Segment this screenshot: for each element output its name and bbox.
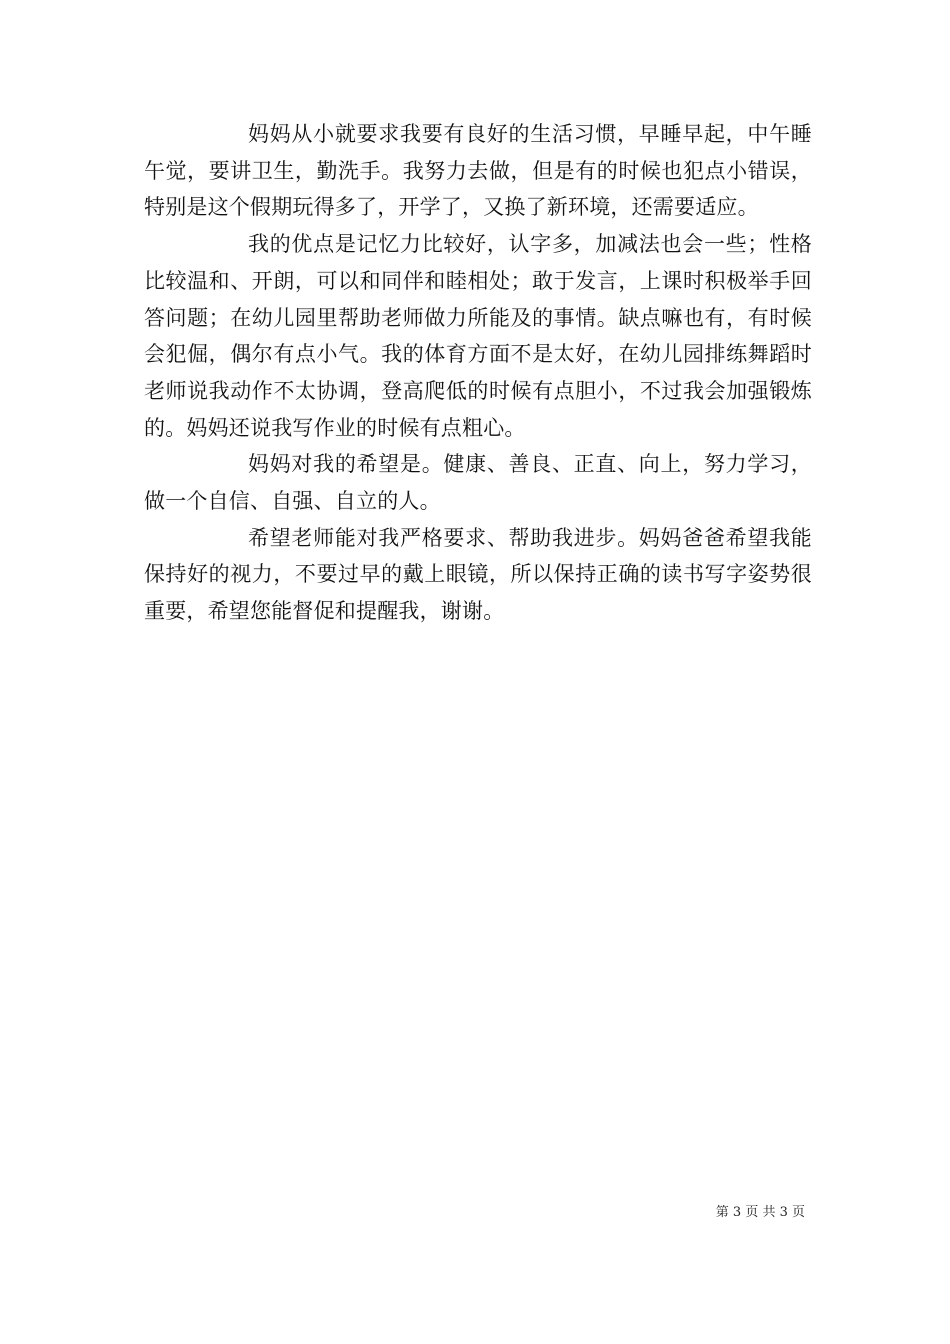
paragraph-habits: 妈妈从小就要求我要有良好的生活习惯，早睡早起，中午睡午觉，要讲卫生，勤洗手。我努力去做，但是有的时候也犯点小错误，特别是这个假期玩得多了，开学了，又换了新环境，还需要适应。 xyxy=(144,122,812,220)
page-number-footer: 第 3 页 共 3 页 xyxy=(715,1205,805,1220)
paragraph-teacher-request: 希望老师能对我严格要求、帮助我进步。妈妈爸爸希望我能保持好的视力，不要过早的戴上眼镜，所以保持正确的读书写字姿势很重要，希望您能督促和提醒我，谢谢。 xyxy=(144,525,812,624)
paragraph-mother-hopes: 妈妈对我的希望是。健康、善良、正直、向上，努力学习，做一个自信、自强、自立的人。 xyxy=(144,452,812,514)
document-body xyxy=(144,116,812,630)
paragraph-strengths-weaknesses: 我的优点是记忆力比较好，认字多，加减法也会一些；性格比较温和、开朗，可以和同伴和睦相处；敢于发言，上课时积极举手回答问题；在幼儿园里帮助老师做力所能及的事情。缺点嘛也有，有时候会犯倔，偶尔有点小气。我的体育方面不是太好，在幼儿园排练舞蹈时老师说我动作不太协调，登高爬低的时候有点胆小，不过我会加强锻炼的。妈妈还说我写作业的时候有点粗心。 xyxy=(144,232,812,440)
